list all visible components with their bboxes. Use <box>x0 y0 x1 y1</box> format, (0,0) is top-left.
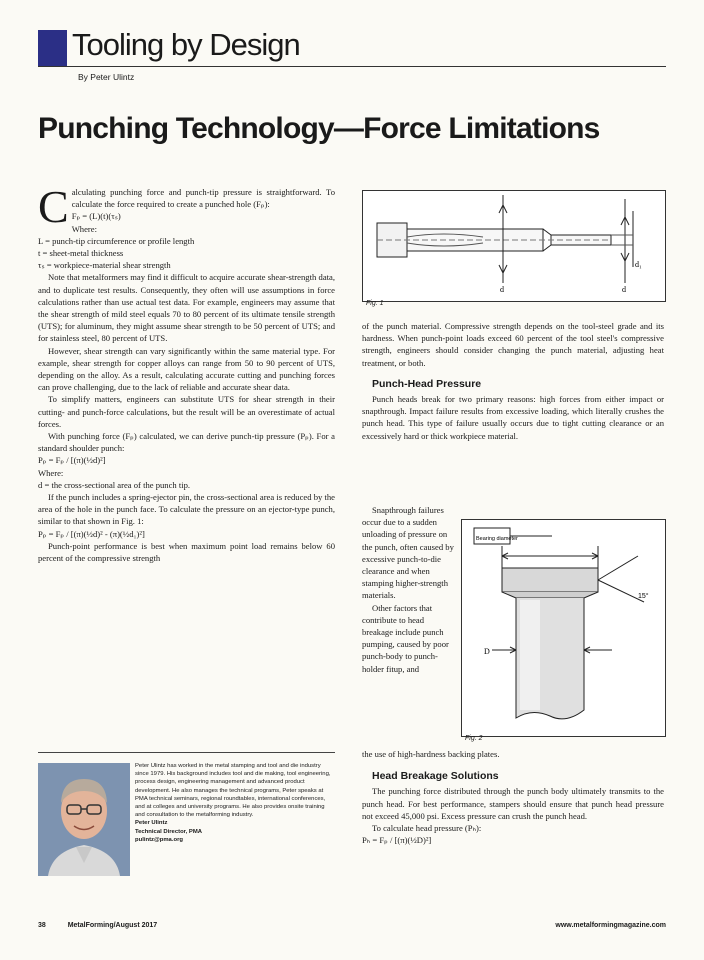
magazine-issue: MetalForming/August 2017 <box>67 922 158 929</box>
paragraph: Punch heads break for two primary reasons: high forces from either impact or snapthrough. Impact failure results from excessive loading, which literally crushes the punch head. This type of failure usually occurs due to tight cutting clearance or an excessively hard or thick workpiece material. <box>362 394 664 441</box>
byline: By Peter Ulintz <box>78 72 135 82</box>
fig2-label-angle: 15° <box>638 593 649 600</box>
bio-rule <box>38 752 335 753</box>
section-title: Tooling by Design <box>72 27 300 62</box>
where-label: Where: <box>71 223 97 234</box>
column-right-wrap <box>362 504 454 675</box>
paragraph: To calculate head pressure (Pₕ): <box>372 823 482 834</box>
bio-text: Peter Ulintz has worked in the metal stamping and tool and die industry since 1979. His background includes tool and die making, tool engineering, process design, engineering management and advanced product development. He also manages the technical programs, Peter speaks at PMA technical seminars, regional roundtables, international conferences, and at colleges and university programs. He also provides onsite training and consultation to the metalforming industry. <box>135 763 331 819</box>
bio-company: Technical Director, PMA <box>135 828 202 835</box>
definition-t: t = sheet-metal thickness <box>38 248 124 259</box>
paragraph: To simplify matters, engineers can substitute UTS for shear strength in their cutting- and punch-force calculations, but the result will be an overestimate of actual forces. <box>38 394 335 429</box>
equation-pressure: Pₚ = Fₚ / [(π)(½d)²] <box>38 455 106 466</box>
where-label: Where: <box>38 467 64 478</box>
definition-d: d = the cross-sectional area of the punch tip. <box>38 479 191 490</box>
equation-ejector: Pₚ = Fₚ / [(π)(½d)² - (π)(½d₁)²] <box>38 528 145 539</box>
author-bio <box>135 762 335 844</box>
fig1-caption: Fig. 1 <box>366 300 384 307</box>
fig1-label-d-tip: d <box>622 285 626 294</box>
bio-email[interactable]: pulintz@pma.org <box>135 836 183 843</box>
paragraph: Note that metalformers may find it difficult to acquire accurate shear-strength data, and to duplicate test results. Consequently, they often will use assumptions in force calculations rather than use actual test data. For example, engineers may assume that the shear strength of mild steel equals 70 to 80 percent of its ultimate tensile strength (UTS); for aluminum, they might assume shear strength to be 50 percent of UTS; and for stainless steel, 80 percent of UTS. <box>38 272 335 344</box>
drop-cap: C <box>38 181 69 232</box>
author-photo <box>38 763 130 876</box>
intro-text: alculating punching force and punch-tip pressure is straightforward. To calculate the force required to create a punched hole (Fₚ): <box>71 187 335 210</box>
fig1-label-d: d <box>500 285 504 294</box>
fig2-bearing-label: Bearing diameter <box>476 536 518 542</box>
paragraph: the use of high-hardness backing plates. <box>362 749 500 759</box>
section-rule <box>38 66 666 67</box>
footer-page <box>38 922 157 929</box>
definition-l: L = punch-tip circumference or profile length <box>38 235 195 246</box>
column-right-top <box>362 320 664 442</box>
fig2-caption: Fig. 2 <box>465 735 483 742</box>
figure-2 <box>461 519 666 737</box>
paragraph: With punching force (Fₚ) calculated, we can derive punch-tip pressure (Pₚ). For a standard shoulder punch: <box>38 431 335 454</box>
punch-head-diagram <box>462 520 665 736</box>
fig1-label-d1: d₁ <box>635 260 642 269</box>
footer-url[interactable]: www.metalformingmagazine.com <box>555 922 666 929</box>
page-number: 38 <box>38 922 46 929</box>
column-right-bottom <box>362 748 664 846</box>
bio-name: Peter Ulintz <box>135 820 168 827</box>
paragraph: Other factors that contribute to head breakage include punch pumping, caused by poor punch-body to punch-holder fitup, and <box>362 602 449 674</box>
section-heading: Head Breakage Solutions <box>372 770 499 783</box>
fig2-label-d: D <box>484 647 490 656</box>
column-left <box>38 181 335 564</box>
figure-1 <box>362 190 666 302</box>
paragraph: If the punch includes a spring-ejector pin, the cross-sectional area is reduced by the area of the hole in the punch face. To calculate the pressure on an ejector-type punch, similar to that shown in Fig. 1: <box>38 492 335 527</box>
equation-head-pressure: Pₕ = Fₚ / [(π)(½D)²] <box>362 835 432 846</box>
paragraph: Snapthrough failures occur due to a sudden unloading of pressure on the punch, often caused by excessive punch-to-die clearance and when stamping higher-strength materials. <box>362 505 454 601</box>
equation-force: Fₚ = (L)(t)(τₛ) <box>71 211 121 222</box>
section-marker <box>38 30 67 66</box>
paragraph: However, shear strength can vary significantly within the same material type. For example, shear strength for copper alloys can range from 50 to 90 percent of UTS, depending on the alloy. As a result, calculating accurate cutting and punching forces can prove challenging, due to the lack of reliable and accurate shear data. <box>38 345 335 393</box>
article-title: Punching Technology—Force Limitations <box>38 112 600 145</box>
paragraph: Punch-point performance is best when maximum point load remains below 60 percent of the compressive strength <box>38 540 335 564</box>
paragraph: of the punch material. Compressive strength depends on the tool-steel grade and its hardness. When punch-point loads exceed 60 percent of the tool steel's compressive strength, engineers should consider changing the punch material, adjusting heat treatment, or both. <box>362 321 664 368</box>
section-heading: Punch-Head Pressure <box>372 377 482 390</box>
punch-ejector-diagram <box>363 191 665 301</box>
definition-tau: τₛ = workpiece-material shear strength <box>38 260 171 271</box>
paragraph: The punching force distributed through the punch body ultimately transmits to the punch head. For best performance, stampers should ensure that punch head pressure not exceed 45,000 psi. Excess pressure can crush the punch head. <box>362 786 664 821</box>
